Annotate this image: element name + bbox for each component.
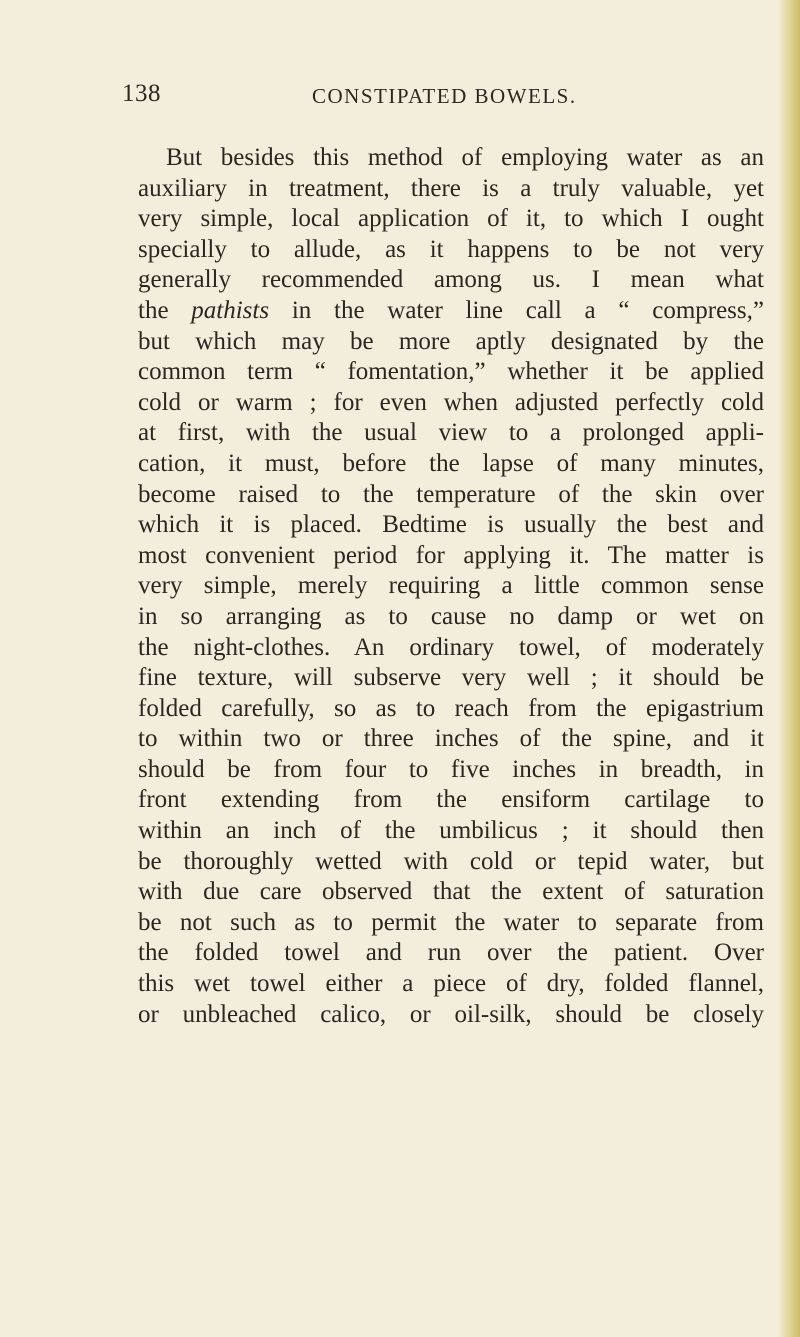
text-line: within an inch of the umbilicus ; it should then: [138, 817, 764, 845]
page-edge-shadow: [778, 0, 800, 1337]
text-line: this wet towel either a piece of dry, folded flannel,: [138, 970, 764, 998]
text-line: cation, it must, before the lapse of many minutes,: [138, 449, 764, 477]
text-line: become raised to the temperature of the skin over: [138, 480, 764, 508]
text-line: auxiliary in treatment, there is a truly valuable, yet: [138, 174, 764, 202]
text-line: cold or warm ; for even when adjusted perfectly cold: [138, 388, 764, 416]
text-line: fine texture, will subserve very well ; it should be: [138, 664, 764, 692]
text-line: with due care observed that the extent of saturation: [138, 878, 764, 906]
text-line: But besides this method of employing water as an: [166, 144, 764, 171]
text-line: or unbleached calico, or oil-silk, should be closely: [138, 1000, 764, 1028]
text-line: specially to allude, as it happens to be not very: [138, 235, 764, 263]
text-line: be thoroughly wetted with cold or tepid water, but: [138, 847, 764, 875]
text-line: generally recommended among us. I mean what: [138, 266, 764, 294]
text-line: which it is placed. Bedtime is usually the best and: [138, 511, 764, 539]
text-line: in so arranging as to cause no damp or wet on: [138, 602, 764, 630]
text-line: front extending from the ensiform cartilage to: [138, 786, 764, 814]
body-text: [138, 143, 764, 1030]
text-fragment: the: [138, 296, 192, 324]
text-line: should be from four to five inches in breadth, in: [138, 755, 764, 783]
text-line: the night-clothes. An ordinary towel, of moderately: [138, 633, 764, 661]
text-line-with-italic: [138, 296, 764, 327]
italic-term-pathists: pathists: [191, 296, 270, 324]
page-number: 138: [122, 80, 161, 107]
text-line: to within two or three inches of the spine, and it: [138, 725, 764, 753]
running-head: CONSTIPATED BOWELS.: [312, 84, 577, 108]
text-fragment: in the water line call a “ compress,”: [269, 296, 764, 324]
text-line: very simple, merely requiring a little common sense: [138, 572, 764, 600]
text-line: the folded towel and run over the patient. Over: [138, 939, 764, 967]
text-line: at first, with the usual view to a prolonged appli-: [138, 419, 764, 447]
text-line: very simple, local application of it, to which I ought: [138, 205, 764, 233]
text-line: folded carefully, so as to reach from the epigastrium: [138, 694, 764, 722]
text-line: common term “ fomentation,” whether it be applied: [138, 358, 764, 386]
text-line: but which may be more aptly designated by the: [138, 327, 764, 355]
text-line: be not such as to permit the water to separate from: [138, 908, 764, 936]
text-line: most convenient period for applying it. The matter is: [138, 541, 764, 569]
